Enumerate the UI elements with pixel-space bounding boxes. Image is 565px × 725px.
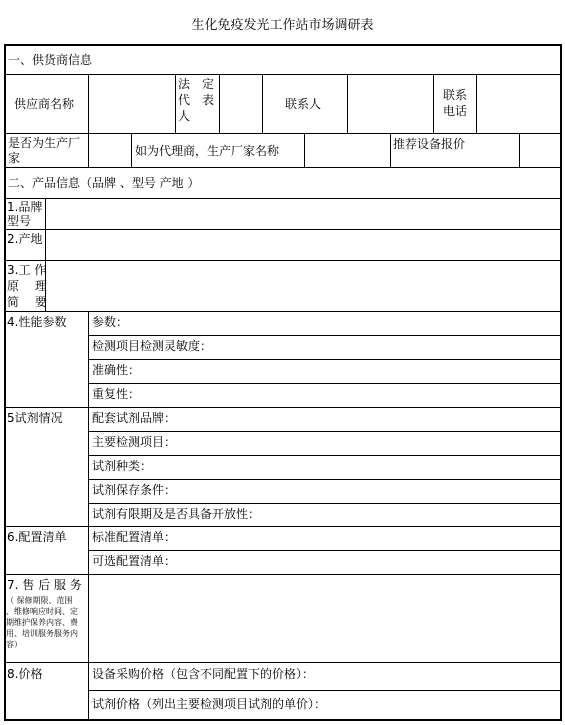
row-line <box>88 335 562 336</box>
principle-label-line2: 原 理 <box>7 279 47 293</box>
config-item: 标准配置清单： <box>92 530 177 544</box>
col-line <box>88 311 89 719</box>
brand-label-line2: 型号 <box>7 214 32 228</box>
reagent-item: 试剂保存条件： <box>92 483 177 497</box>
contact-label: 联系人 <box>285 97 322 111</box>
col-line <box>88 133 89 167</box>
col-line <box>262 74 263 133</box>
row-line <box>4 198 562 199</box>
col-line <box>131 133 132 167</box>
row-line <box>88 431 562 432</box>
row-line <box>88 455 562 456</box>
row-line <box>88 690 562 691</box>
phone-label-line2: 电话 <box>443 104 468 118</box>
col-line <box>219 74 220 133</box>
service-label: 7. 售 后 服 务 <box>7 578 82 592</box>
reagent-item: 主要检测项目： <box>92 435 177 449</box>
col-line <box>390 133 391 167</box>
config-item: 可选配置清单： <box>92 554 177 568</box>
supplier-name-label: 供应商名称 <box>14 97 75 111</box>
col-line <box>433 74 434 133</box>
reagent-label: 5试剂情况 <box>7 411 63 425</box>
reagent-item: 试剂种类： <box>92 459 153 473</box>
col-line <box>519 133 520 167</box>
col-line <box>304 133 305 167</box>
is-manufacturer-label-line2: 家 <box>8 151 21 165</box>
brand-label-line1: 1.品牌 <box>7 200 43 214</box>
is-manufacturer-label-line1: 是否为生产厂 <box>8 136 81 150</box>
principle-label-line3: 简 要 <box>7 295 47 309</box>
col-line <box>476 74 477 133</box>
section1-heading: 一、供货商信息 <box>8 53 93 67</box>
row-line <box>4 229 562 230</box>
col-line <box>347 74 348 133</box>
perf-item: 准确性： <box>92 363 141 377</box>
performance-label: 4.性能参数 <box>7 315 67 329</box>
col-line <box>175 74 176 133</box>
service-note-line: 用、培训服务服务内 <box>6 629 78 638</box>
page-title: 生化免疫发光工作站市场调研表 <box>191 18 374 33</box>
price-label: 8.价格 <box>7 667 43 681</box>
legal-rep-label-line2: 代 表 <box>178 93 215 107</box>
perf-item: 参数： <box>92 315 129 329</box>
row-line <box>88 503 562 504</box>
legal-rep-label-line1: 法 定 <box>178 77 215 91</box>
phone-label-line1: 联系 <box>443 88 468 102</box>
legal-rep-label-line3: 人 <box>178 109 191 123</box>
row-line <box>88 479 562 480</box>
row-line <box>88 359 562 360</box>
service-note-line: 期维护保养内容、费 <box>6 618 78 627</box>
principle-label-line1: 3.工 作 <box>7 263 47 277</box>
perf-item: 检测项目检测灵敏度： <box>92 339 213 353</box>
config-label: 6.配置清单 <box>7 530 67 544</box>
price-item: 试剂价格（列出主要检测项目试剂的单价）： <box>92 697 327 711</box>
service-note-line: 容） <box>6 640 22 649</box>
row-line <box>88 550 562 551</box>
recommended-price-label: 推荐设备报价 <box>393 137 466 151</box>
agent-manufacturer-label: 如为代理商，生产厂家名称 <box>135 144 280 158</box>
row-line <box>4 260 562 261</box>
col-line <box>88 74 89 133</box>
service-note-line: （ 保修期限、范围 <box>6 596 73 605</box>
table-border-top <box>4 44 562 46</box>
section2-heading: 二、产品信息（品牌 、型号 产地 ） <box>8 176 200 190</box>
origin-label: 2.产地 <box>7 232 43 246</box>
perf-item: 重复性： <box>92 387 141 401</box>
service-note-line: 、维修响应时间、定 <box>6 607 78 616</box>
row-line <box>88 383 562 384</box>
table-border-bottom <box>4 719 562 721</box>
reagent-item: 配套试剂品牌： <box>92 411 177 425</box>
price-item: 设备采购价格（包含不同配置下的价格）： <box>92 667 315 681</box>
row-line <box>4 167 562 168</box>
reagent-item: 试剂有限期及是否具备开放性： <box>92 507 261 521</box>
